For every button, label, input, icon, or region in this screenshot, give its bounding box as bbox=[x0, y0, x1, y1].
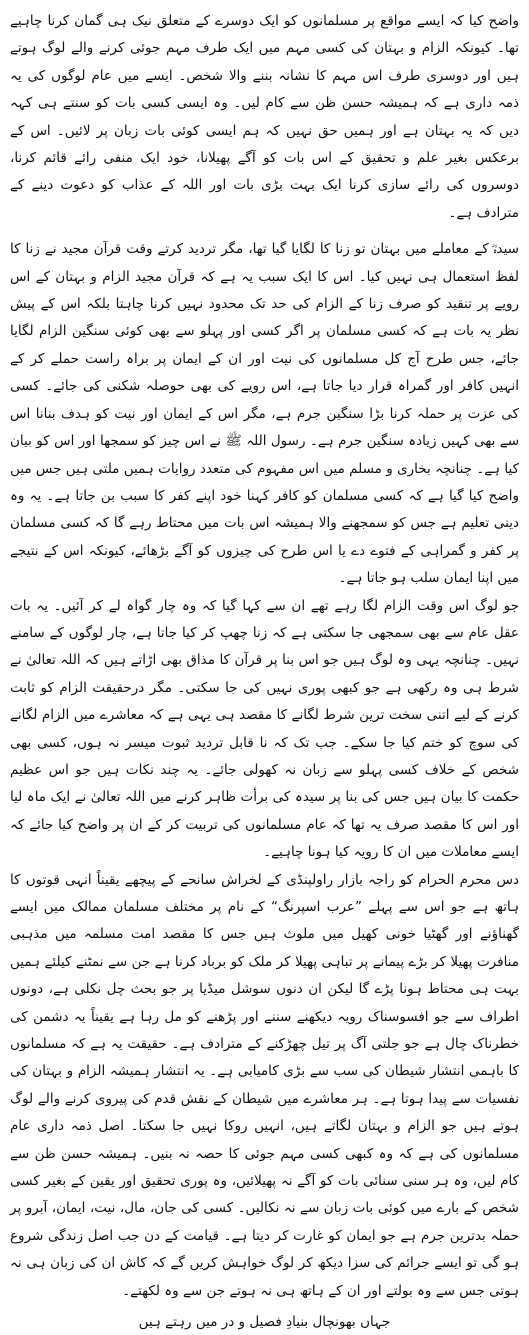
article-paragraph-2: سیدہؓ کے معاملے میں بہتان تو زنا کا لگایا گیا تھا، مگر تردید کرتے وقت قرآن مجید نے زنا کا لفظ استعمال ہی نہیں کیا۔ اس کا ایک سبب یہ ہے کہ قرآن مجید الزام و بہتان کے اس رویے پر تنقید کو صرف زنا کے الزام کی حد تک محدود نہیں کرنا چاہتا بلکہ اس کے پیش نظر یہ بات ہے کہ کسی مسلمان پر اگر کسی اور پہلو سے بھی کوئی سنگین الزام لگایا جائے، جس طرح آج کل مسلمانوں کی نیت اور ان کے ایمان پر براہ راست حملے کر کے انہیں کافر اور گمراہ قرار دیا جاتا ہے، اس رویے کی بھی حوصلہ شکنی کی جائے۔ کسی کی عزت پر حملہ کرنا بڑا سنگین جرم ہے، مگر اس کے ایمان اور نیت کو ہدف بنانا اس سے بھی کہیں زیادہ سنگین جرم ہے۔ رسول اللہ ﷺ نے اس چیز کو سمجھا اور اس کو بیان کیا ہے۔ چنانچہ بخاری و مسلم میں اس مفہوم کی متعدد روایات ہمیں ملتی ہیں جس میں واضح کیا گیا ہے کہ کسی مسلمان کو کافر کہنا خود اپنے کفر کا سبب بن جاتا ہے۔ یہ وہ دینی تعلیم ہے جس کو سمجھنے والا ہمیشہ اس بات میں محتاط رہے گا کہ کسی مسلمان پر کفر و گمراہی کے فتوے دے یا اس طرح کی چیزوں کو آگے بڑھائے، کیونکہ اس کے نتیجے میں اپنا ایمان سلب ہو جاتا ہے۔ bbox=[10, 241, 519, 587]
article-paragraph-3: جو لوگ اس وقت الزام لگا رہے تھے ان سے کہا گیا کہ وہ چار گواہ لے کر آئیں۔ یہ بات عقل عام سے بھی سمجھی جا سکتی ہے کہ زنا چھپ کر کیا جاتا ہے، چار لوگوں کے سامنے نہیں۔ چنانچہ یہی وہ لوگ ہیں جو اس بنا پر قرآن کا مذاق بھی اڑاتے ہیں کہ اللہ تعالیٰ نے شرط ہی وہ رکھی ہے جو کبھی پوری نہیں کی جا سکتی۔ مگر درحقیقت الزام کو ثابت کرنے کے لیے اتنی سخت ترین شرط لگانے کا مقصد ہی یہی ہے کہ معاشرے میں الزام لگانے کی سوچ کو ختم کیا جا سکے۔ جب تک کہ نا قابل تردید ثبوت میسر نہ ہوں، کسی بھی شخص کے خلاف کسی پہلو سے زبان نہ کھولی جائے۔ یہ چند نکات ہیں جو اس عظیم حکمت کا بیان ہیں جس کی بنا پر سیدہ کی برأت ظاہر کرنے میں اللہ تعالیٰ نے ایک ماہ لیا اور اس کا مقصد صرف یہ تھا کہ عام مسلمانوں کی تربیت کر کے ان پر واضح کیا جائے کہ ایسے معاملات میں ان کا رویہ کیا ہونا چاہیے۔ bbox=[10, 597, 519, 861]
paragraph-spacer bbox=[10, 227, 519, 236]
article-paragraph-1: واضح کیا کہ ایسے مواقع پر مسلمانوں کو ایک دوسرے کے متعلق نیک ہی گمان کرنا چاہیے تھا۔ کیونکہ الزام و بہتان کی کسی مہم میں ایک طرف مہم جوئی کرنے والے لوگ ہوتے ہیں اور دوسری طرف اس مہم کا نشانہ بننے والا شخص۔ ایسے میں عام لوگوں کی یہ ذمہ داری ہے کہ ہمیشہ حسن ظن سے کام لیں۔ وہ ایسی کسی بات کو سنتے ہی کہہ دیں کہ یہ بہتان ہے اور ہمیں حق نہیں کہ ہم ایسی کوئی بات زبان پر لائیں۔ اس کے برعکس بغیر علم و تحقیق کے اس بات کو آگے پھیلانا، خود ایک منفی رائے قائم کرنا، دوسروں کی رائے سازی کرنا ایک بہت بڑی بات اور اللہ کے عذاب کو دعوت دینے کے مترادف ہے۔ bbox=[10, 13, 519, 221]
article-paragraph-4: دس محرم الحرام کو راجہ بازار راولپنڈی کے لخراش سانحے کے پیچھے یقیناً انہی قوتوں کا ہاتھ ہے جو اس سے پہلے ”عرب اسپرنگ“ کے نام پر مختلف مسلمان ممالک میں ایسے گھناؤنے اور گھٹیا خونی کھیل میں ملوث ہیں جس کا مقصد امت مسلمہ میں مذہبی منافرت پھیلا کر بڑے پیمانے پر تباہی پھیلا کر ملک کو برباد کرنا ہے جن سے نمٹنے کیلئے ہمیں بہت ہی محتاط ہونا پڑے گا لیکن ان دنوں سوشل میڈیا پر جو بحث چل نکلی ہے، دونوں اطراف سے جو افسوسناک رویہ دیکھنے سننے اور پڑھنے کو مل رہا ہے یقیناً یہ دشمن کی خطرناک چال ہے جو جلتی آگ پر تیل چھڑکنے کے مترادف ہے۔ حقیقت یہ ہے کہ مسلمانوں کا باہمی انتشار شیطان کی سب سے بڑی کامیابی ہے۔ یہ انتشار ہمیشہ الزام و بہتان کی نفسیات سے پیدا ہوتا ہے۔ ہر معاشرے میں شیطان کے نقش قدم کی پیروی کرنے والے لوگ ہوتے ہیں جو الزام و بہتان لگاتے ہیں، انہیں روکا نہیں جا سکتا۔ اصل ذمہ داری عام مسلمانوں کی ہے کہ وہ کبھی کسی مہم جوئی کا حصہ نہ بنیں۔ ہمیشہ حسن ظن سے کام لیں، وہ ہر سنی سنائی بات کو آگے نہ پھیلائیں، وہ پوری تحقیق اور یقین کے بغیر کسی شخص کے بارے میں کوئی بات زبان سے نہ نکالیں۔ کسی کی جان، مال، نیت، ایمان، آبرو پر حملہ بدترین جرم ہے جو ایمان کو غارت کر دیتا ہے۔ قیامت کے دن جب اصل زندگی شروع ہو گی تو ایسے جرائم کی سزا دیکھ کر لوگ خواہش کریں گے کہ کاش ان کی زبان ہی نہ ہوتی جس سے وہ بولتے اور ان کے ہاتھ ہی نہ ہوتے جن سے وہ لکھتے۔ bbox=[10, 871, 519, 1299]
closing-verse: جہاں بھونچال بنیادِ فصیل و در میں رہتے ہیں bbox=[138, 1314, 391, 1331]
